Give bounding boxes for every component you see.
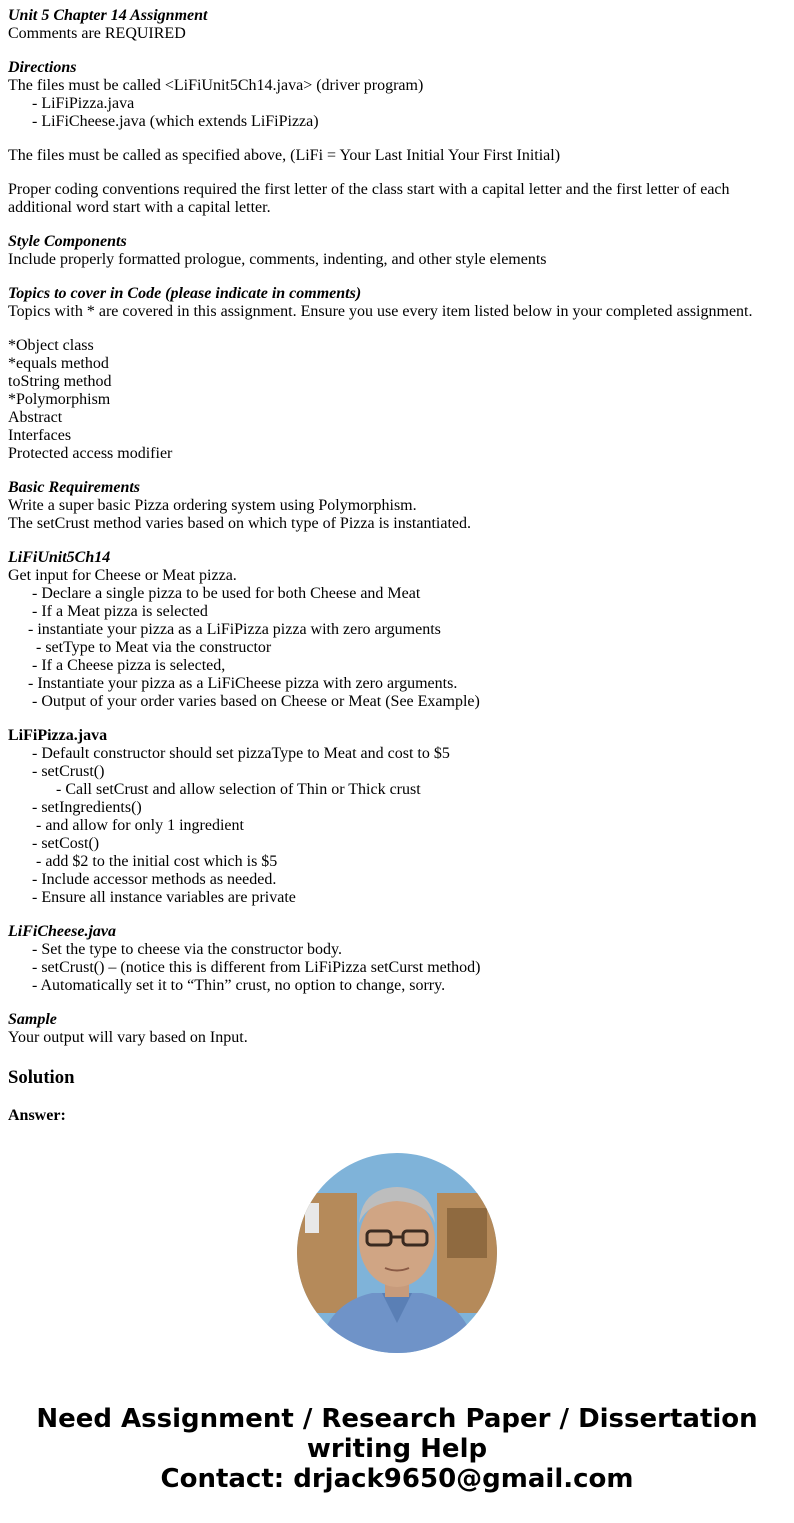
pizza-line: - Call setCrust and allow selection of Thin or Thick crust bbox=[8, 781, 421, 798]
contact-email: Contact: drjack9650@gmail.com bbox=[160, 1464, 634, 1494]
sample-heading: Sample bbox=[8, 1011, 57, 1028]
cheese-line: - Set the type to cheese via the constructor body. bbox=[8, 941, 342, 958]
cheese-line: - Automatically set it to “Thin” crust, no option to change, sorry. bbox=[8, 977, 446, 994]
directions-heading: Directions bbox=[8, 59, 77, 76]
pizza-line: - Default constructor should set pizzaType to Meat and cost to $5 bbox=[8, 745, 450, 762]
answer-label: Answer: bbox=[8, 1107, 66, 1124]
contact-banner-line: writing Help bbox=[306, 1434, 488, 1464]
pizza-line: - setCrust() bbox=[8, 763, 105, 780]
basic-requirements-line: The setCrust method varies based on which type of Pizza is instantiated. bbox=[8, 515, 471, 532]
basic-requirements-heading: Basic Requirements bbox=[8, 479, 141, 496]
style-text: Include properly formatted prologue, comments, indenting, and other style elements bbox=[8, 251, 547, 268]
convention-note: Proper coding conventions required the first letter of the class start with a capital letter and the first letter of each additional word start with a capital letter. bbox=[8, 181, 730, 216]
naming-note: The files must be called as specified above, (LiFi = Your Last Initial Your First Initial) bbox=[8, 147, 561, 164]
pizza-line: - Include accessor methods as needed. bbox=[8, 871, 277, 888]
style-heading: Style Components bbox=[8, 233, 127, 250]
pizza-class-heading: LiFiPizza.java bbox=[8, 727, 108, 744]
topic-item: Interfaces bbox=[8, 427, 72, 444]
topic-item: Protected access modifier bbox=[8, 445, 173, 462]
pizza-line: - Ensure all instance variables are private bbox=[8, 889, 296, 906]
avatar bbox=[297, 1153, 497, 1353]
topic-item: *Object class bbox=[8, 337, 94, 354]
driver-line: Get input for Cheese or Meat pizza. bbox=[8, 567, 237, 584]
sample-text: Your output will vary based on Input. bbox=[8, 1029, 248, 1046]
cheese-class-heading: LiFiCheese.java bbox=[8, 923, 116, 940]
driver-line: - Declare a single pizza to be used for both Cheese and Meat bbox=[8, 585, 421, 602]
driver-line: - Output of your order varies based on Cheese or Meat (See Example) bbox=[8, 693, 480, 710]
directions-line: The files must be called <LiFiUnit5Ch14.java> (driver program) bbox=[8, 77, 424, 94]
solution-heading: Solution bbox=[8, 1067, 75, 1088]
person-portrait-icon bbox=[297, 1153, 497, 1353]
topic-item: toString method bbox=[8, 373, 112, 390]
pizza-line: - add $2 to the initial cost which is $5 bbox=[8, 853, 278, 870]
topic-item: *equals method bbox=[8, 355, 109, 372]
topic-item: *Polymorphism bbox=[8, 391, 111, 408]
pizza-line: - setIngredients() bbox=[8, 799, 142, 816]
assignment-title: Unit 5 Chapter 14 Assignment bbox=[8, 7, 208, 24]
driver-line: - instantiate your pizza as a LiFiPizza pizza with zero arguments bbox=[8, 621, 441, 638]
driver-line: - If a Meat pizza is selected bbox=[8, 603, 208, 620]
pizza-line: - setCost() bbox=[8, 835, 100, 852]
directions-line: - LiFiCheese.java (which extends LiFiPizza) bbox=[8, 113, 319, 130]
topics-intro: Topics with * are covered in this assignment. Ensure you use every item listed below in your completed assignment. bbox=[8, 303, 753, 320]
cheese-line: - setCrust() – (notice this is different from LiFiPizza setCurst method) bbox=[8, 959, 481, 976]
driver-line: - setType to Meat via the constructor bbox=[8, 639, 272, 656]
driver-heading: LiFiUnit5Ch14 bbox=[8, 549, 111, 566]
contact-banner-line: Need Assignment / Research Paper / Dissertation bbox=[36, 1404, 758, 1434]
basic-requirements-line: Write a super basic Pizza ordering system using Polymorphism. bbox=[8, 497, 417, 514]
comments-required-note: Comments are REQUIRED bbox=[8, 25, 186, 42]
topics-heading: Topics to cover in Code (please indicate in comments) bbox=[8, 285, 362, 302]
pizza-line: - and allow for only 1 ingredient bbox=[8, 817, 244, 834]
directions-line: - LiFiPizza.java bbox=[8, 95, 135, 112]
contact-banner bbox=[0, 1404, 794, 1494]
driver-line: - Instantiate your pizza as a LiFiCheese pizza with zero arguments. bbox=[8, 675, 458, 692]
topic-item: Abstract bbox=[8, 409, 63, 426]
assignment-document bbox=[8, 7, 786, 1125]
driver-line: - If a Cheese pizza is selected, bbox=[8, 657, 226, 674]
